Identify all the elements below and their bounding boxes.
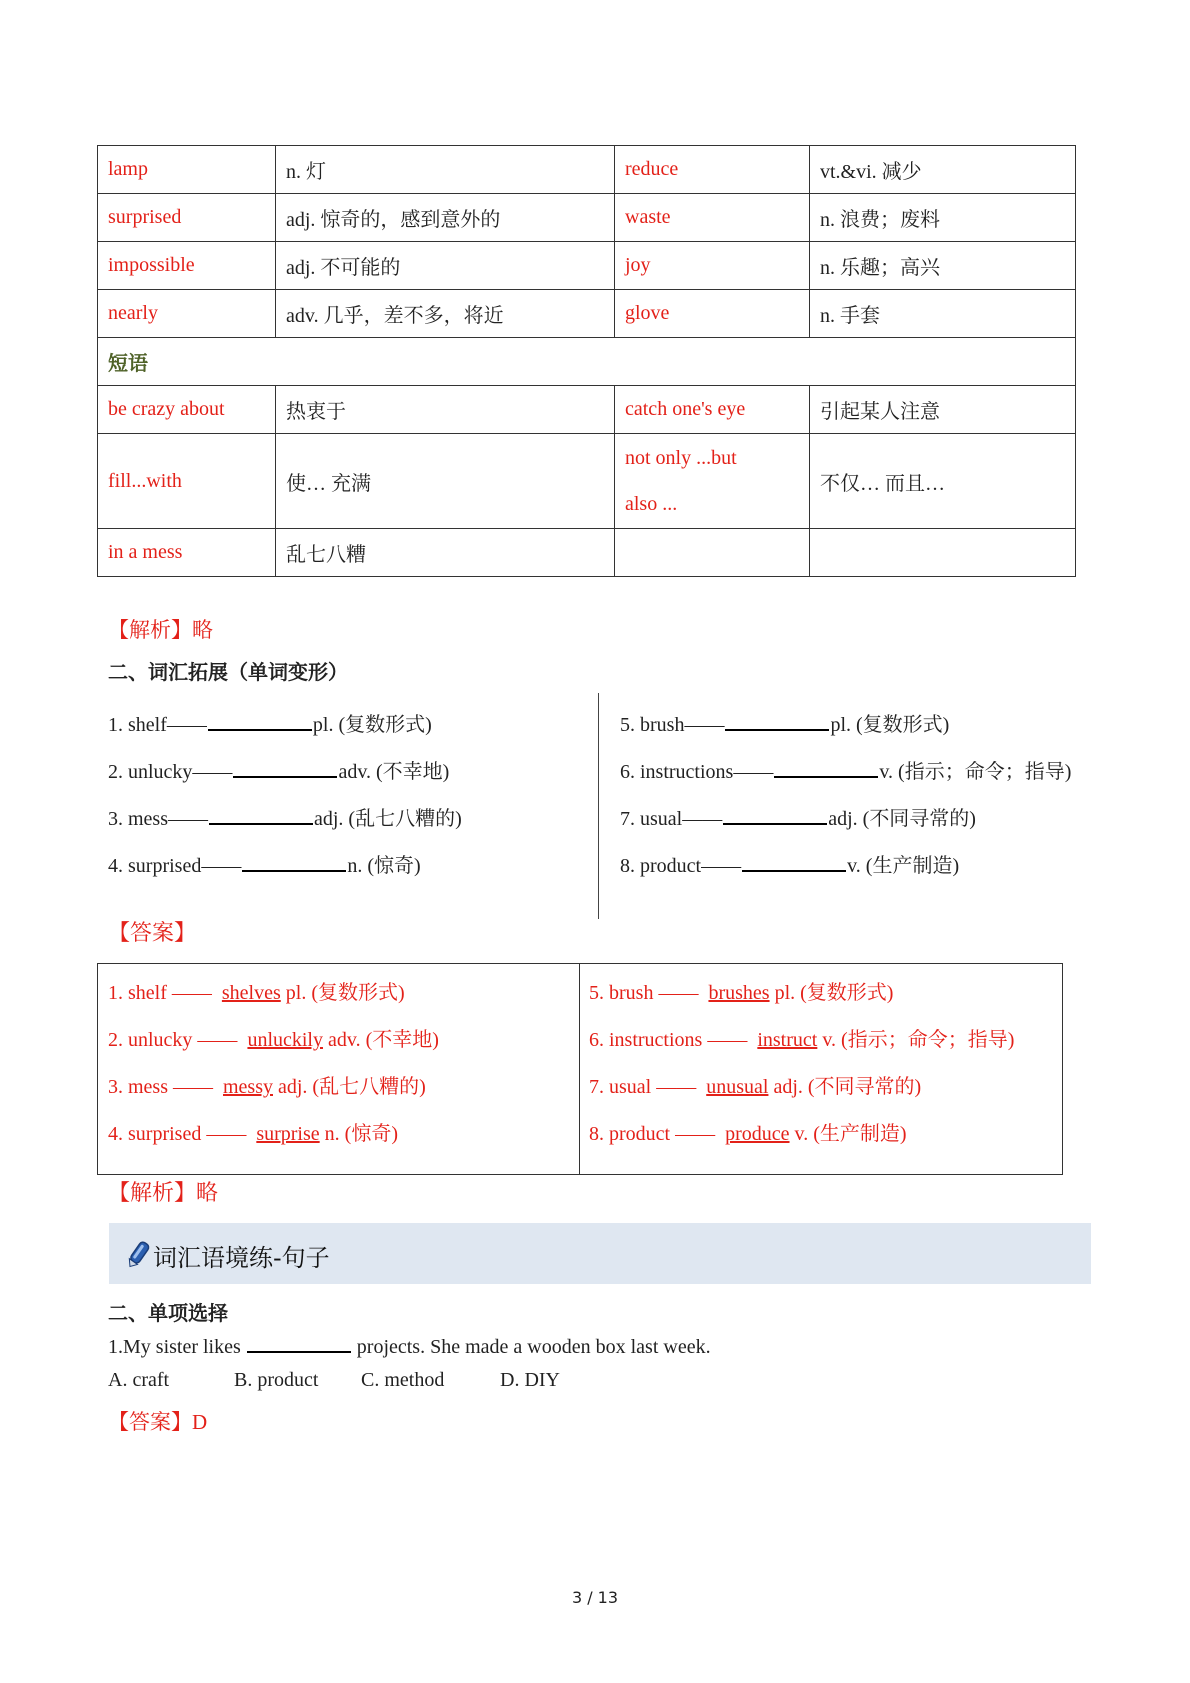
exercise-hint: pl. (复数形式) xyxy=(830,714,950,736)
answer-item xyxy=(108,976,405,1005)
phrase-cell xyxy=(615,529,810,577)
answer-item xyxy=(108,1070,426,1099)
word-cell: waste xyxy=(615,194,810,242)
answer-label: 【答案】 xyxy=(108,920,197,945)
word-cell: joy xyxy=(615,242,810,290)
question xyxy=(108,1333,711,1359)
options-row xyxy=(108,1369,560,1392)
answer-item xyxy=(589,1023,1014,1052)
table-row xyxy=(98,434,1076,529)
vocabulary-table xyxy=(97,145,1076,577)
exercise-prompt: 4. surprised—— xyxy=(108,855,242,877)
answer-item xyxy=(108,1117,398,1146)
exercise-hint: pl. (复数形式) xyxy=(312,714,432,736)
analysis-label: 【解析】略 xyxy=(108,618,213,642)
answer-blank[interactable] xyxy=(247,1333,351,1353)
answer-blank[interactable] xyxy=(723,805,827,825)
section-title: 二、单项选择 xyxy=(108,1301,228,1325)
meaning-cell: vt.&vi. 减少 xyxy=(810,146,1076,194)
exercise-item xyxy=(620,802,976,831)
analysis-label: 【解析】略 xyxy=(108,1180,219,1205)
table-row xyxy=(98,194,1076,242)
answer-item xyxy=(589,1117,907,1146)
answer-prompt: 7. usual —— xyxy=(589,1076,697,1098)
meaning-cell xyxy=(810,529,1076,577)
answer-prompt: 8. product —— xyxy=(589,1123,716,1145)
meaning-cell: 乱七八糟 xyxy=(276,529,615,577)
exercise-item xyxy=(620,708,949,737)
exercise-hint: n. (惊奇) xyxy=(347,855,421,877)
answer-prompt: 5. brush —— xyxy=(589,982,699,1004)
question-text: 1.My sister likes xyxy=(108,1336,241,1358)
meaning-cell: 引起某人注意 xyxy=(810,386,1076,434)
answer-prompt: 6. instructions —— xyxy=(589,1029,748,1051)
phrase-cell xyxy=(615,434,810,529)
answer-prompt: 4. surprised —— xyxy=(108,1123,247,1145)
answer-word: brushes xyxy=(708,982,770,1004)
answer-blank[interactable] xyxy=(742,852,846,872)
answer-word: messy xyxy=(223,1076,273,1098)
meaning-cell: n. 灯 xyxy=(276,146,615,194)
table-row xyxy=(98,290,1076,338)
meaning-cell: adj. 不可能的 xyxy=(276,242,615,290)
answer-word: unluckily xyxy=(247,1029,323,1051)
word-cell: lamp xyxy=(98,146,276,194)
exercise-item xyxy=(108,849,421,878)
answer-hint: v. (生产制造) xyxy=(794,1123,907,1145)
answer-word: unusual xyxy=(706,1076,769,1098)
exercise-item xyxy=(108,708,432,737)
option-d[interactable]: D. DIY xyxy=(500,1369,560,1391)
section-title: 二、词汇拓展（单词变形） xyxy=(108,660,348,684)
phrase-cell: catch one's eye xyxy=(615,386,810,434)
answer-hint: adv. (不幸地) xyxy=(327,1029,439,1051)
exercise-prompt: 8. product—— xyxy=(620,855,742,877)
answer-prompt: 1. shelf —— xyxy=(108,982,212,1004)
exercise-prompt: 6. instructions—— xyxy=(620,761,774,783)
meaning-cell: n. 手套 xyxy=(810,290,1076,338)
answer-blank[interactable] xyxy=(774,758,878,778)
question-text: projects. She made a wooden box last week. xyxy=(356,1336,711,1358)
answer-hint: adj. (不同寻常的) xyxy=(773,1076,922,1098)
column-divider xyxy=(598,693,599,919)
phrase-cell: fill...with xyxy=(98,434,276,529)
exercise-item xyxy=(108,755,449,784)
exercise-prompt: 2. unlucky—— xyxy=(108,761,233,783)
page-number: 3 / 13 xyxy=(571,1588,619,1607)
exercise-item xyxy=(620,849,959,878)
answer-blank[interactable] xyxy=(725,711,829,731)
answer-blank[interactable] xyxy=(209,805,313,825)
word-cell: surprised xyxy=(98,194,276,242)
answer-label: 【答案】D xyxy=(108,1410,208,1434)
phrase-cell: in a mess xyxy=(98,529,276,577)
answer-hint: pl. (复数形式) xyxy=(285,982,405,1004)
meaning-cell: 使… 充满 xyxy=(276,434,615,529)
exercise-prompt: 3. mess—— xyxy=(108,808,208,830)
answer-hint: v. (指示；命令；指导) xyxy=(822,1029,1015,1051)
option-a[interactable]: A. craft xyxy=(108,1369,170,1391)
exercise-prompt: 5. brush—— xyxy=(620,714,725,736)
pencil-icon xyxy=(124,1240,152,1275)
answer-blank[interactable] xyxy=(233,758,337,778)
answer-word: instruct xyxy=(757,1029,818,1051)
meaning-cell: 热衷于 xyxy=(276,386,615,434)
answer-item xyxy=(589,1070,921,1099)
exercise-item xyxy=(108,802,462,831)
word-cell: reduce xyxy=(615,146,810,194)
answer-hint: n. (惊奇) xyxy=(324,1123,398,1145)
table-row xyxy=(98,386,1076,434)
meaning-cell: n. 浪费；废料 xyxy=(810,194,1076,242)
answer-hint: adj. (乱七八糟的) xyxy=(278,1076,426,1098)
answer-prompt: 3. mess —— xyxy=(108,1076,213,1098)
table-row xyxy=(98,242,1076,290)
exercise-hint: v. (指示；命令；指导) xyxy=(879,761,1072,783)
answer-item xyxy=(589,976,893,1005)
answer-word: shelves xyxy=(221,982,281,1004)
exercise-hint: adv. (不幸地) xyxy=(338,761,450,783)
table-row xyxy=(98,529,1076,577)
answers-box xyxy=(97,963,1063,1175)
word-cell: nearly xyxy=(98,290,276,338)
exercise-prompt: 1. shelf—— xyxy=(108,714,207,736)
table-row xyxy=(98,338,1076,386)
answer-word: surprise xyxy=(256,1123,320,1145)
meaning-cell: adj. 惊奇的，感到意外的 xyxy=(276,194,615,242)
exercise-item xyxy=(620,755,1071,784)
option-c[interactable]: C. method xyxy=(361,1369,445,1391)
exercise-prompt: 7. usual—— xyxy=(620,808,723,830)
word-cell: impossible xyxy=(98,242,276,290)
meaning-cell: n. 乐趣；高兴 xyxy=(810,242,1076,290)
answer-word: produce xyxy=(725,1123,790,1145)
column-divider xyxy=(579,964,580,1174)
meaning-cell: 不仅… 而且… xyxy=(810,434,1076,529)
option-b[interactable]: B. product xyxy=(234,1369,319,1391)
phrases-label: 短语 xyxy=(98,338,1076,386)
phrase-line: not only ...but xyxy=(625,447,737,469)
exercise-hint: v. (生产制造) xyxy=(847,855,960,877)
table-row xyxy=(98,146,1076,194)
answer-item xyxy=(108,1023,439,1052)
phrase-line: also ... xyxy=(625,493,678,515)
exercise-hint: adj. (不同寻常的) xyxy=(828,808,976,830)
exercise-hint: adj. (乱七八糟的) xyxy=(314,808,462,830)
answer-hint: pl. (复数形式) xyxy=(774,982,894,1004)
answer-prompt: 2. unlucky —— xyxy=(108,1029,238,1051)
banner-title: 词汇语境练-句子 xyxy=(153,1244,330,1272)
word-cell: glove xyxy=(615,290,810,338)
phrase-cell: be crazy about xyxy=(98,386,276,434)
answer-blank[interactable] xyxy=(242,852,346,872)
meaning-cell: adv. 几乎，差不多，将近 xyxy=(276,290,615,338)
answer-blank[interactable] xyxy=(208,711,312,731)
